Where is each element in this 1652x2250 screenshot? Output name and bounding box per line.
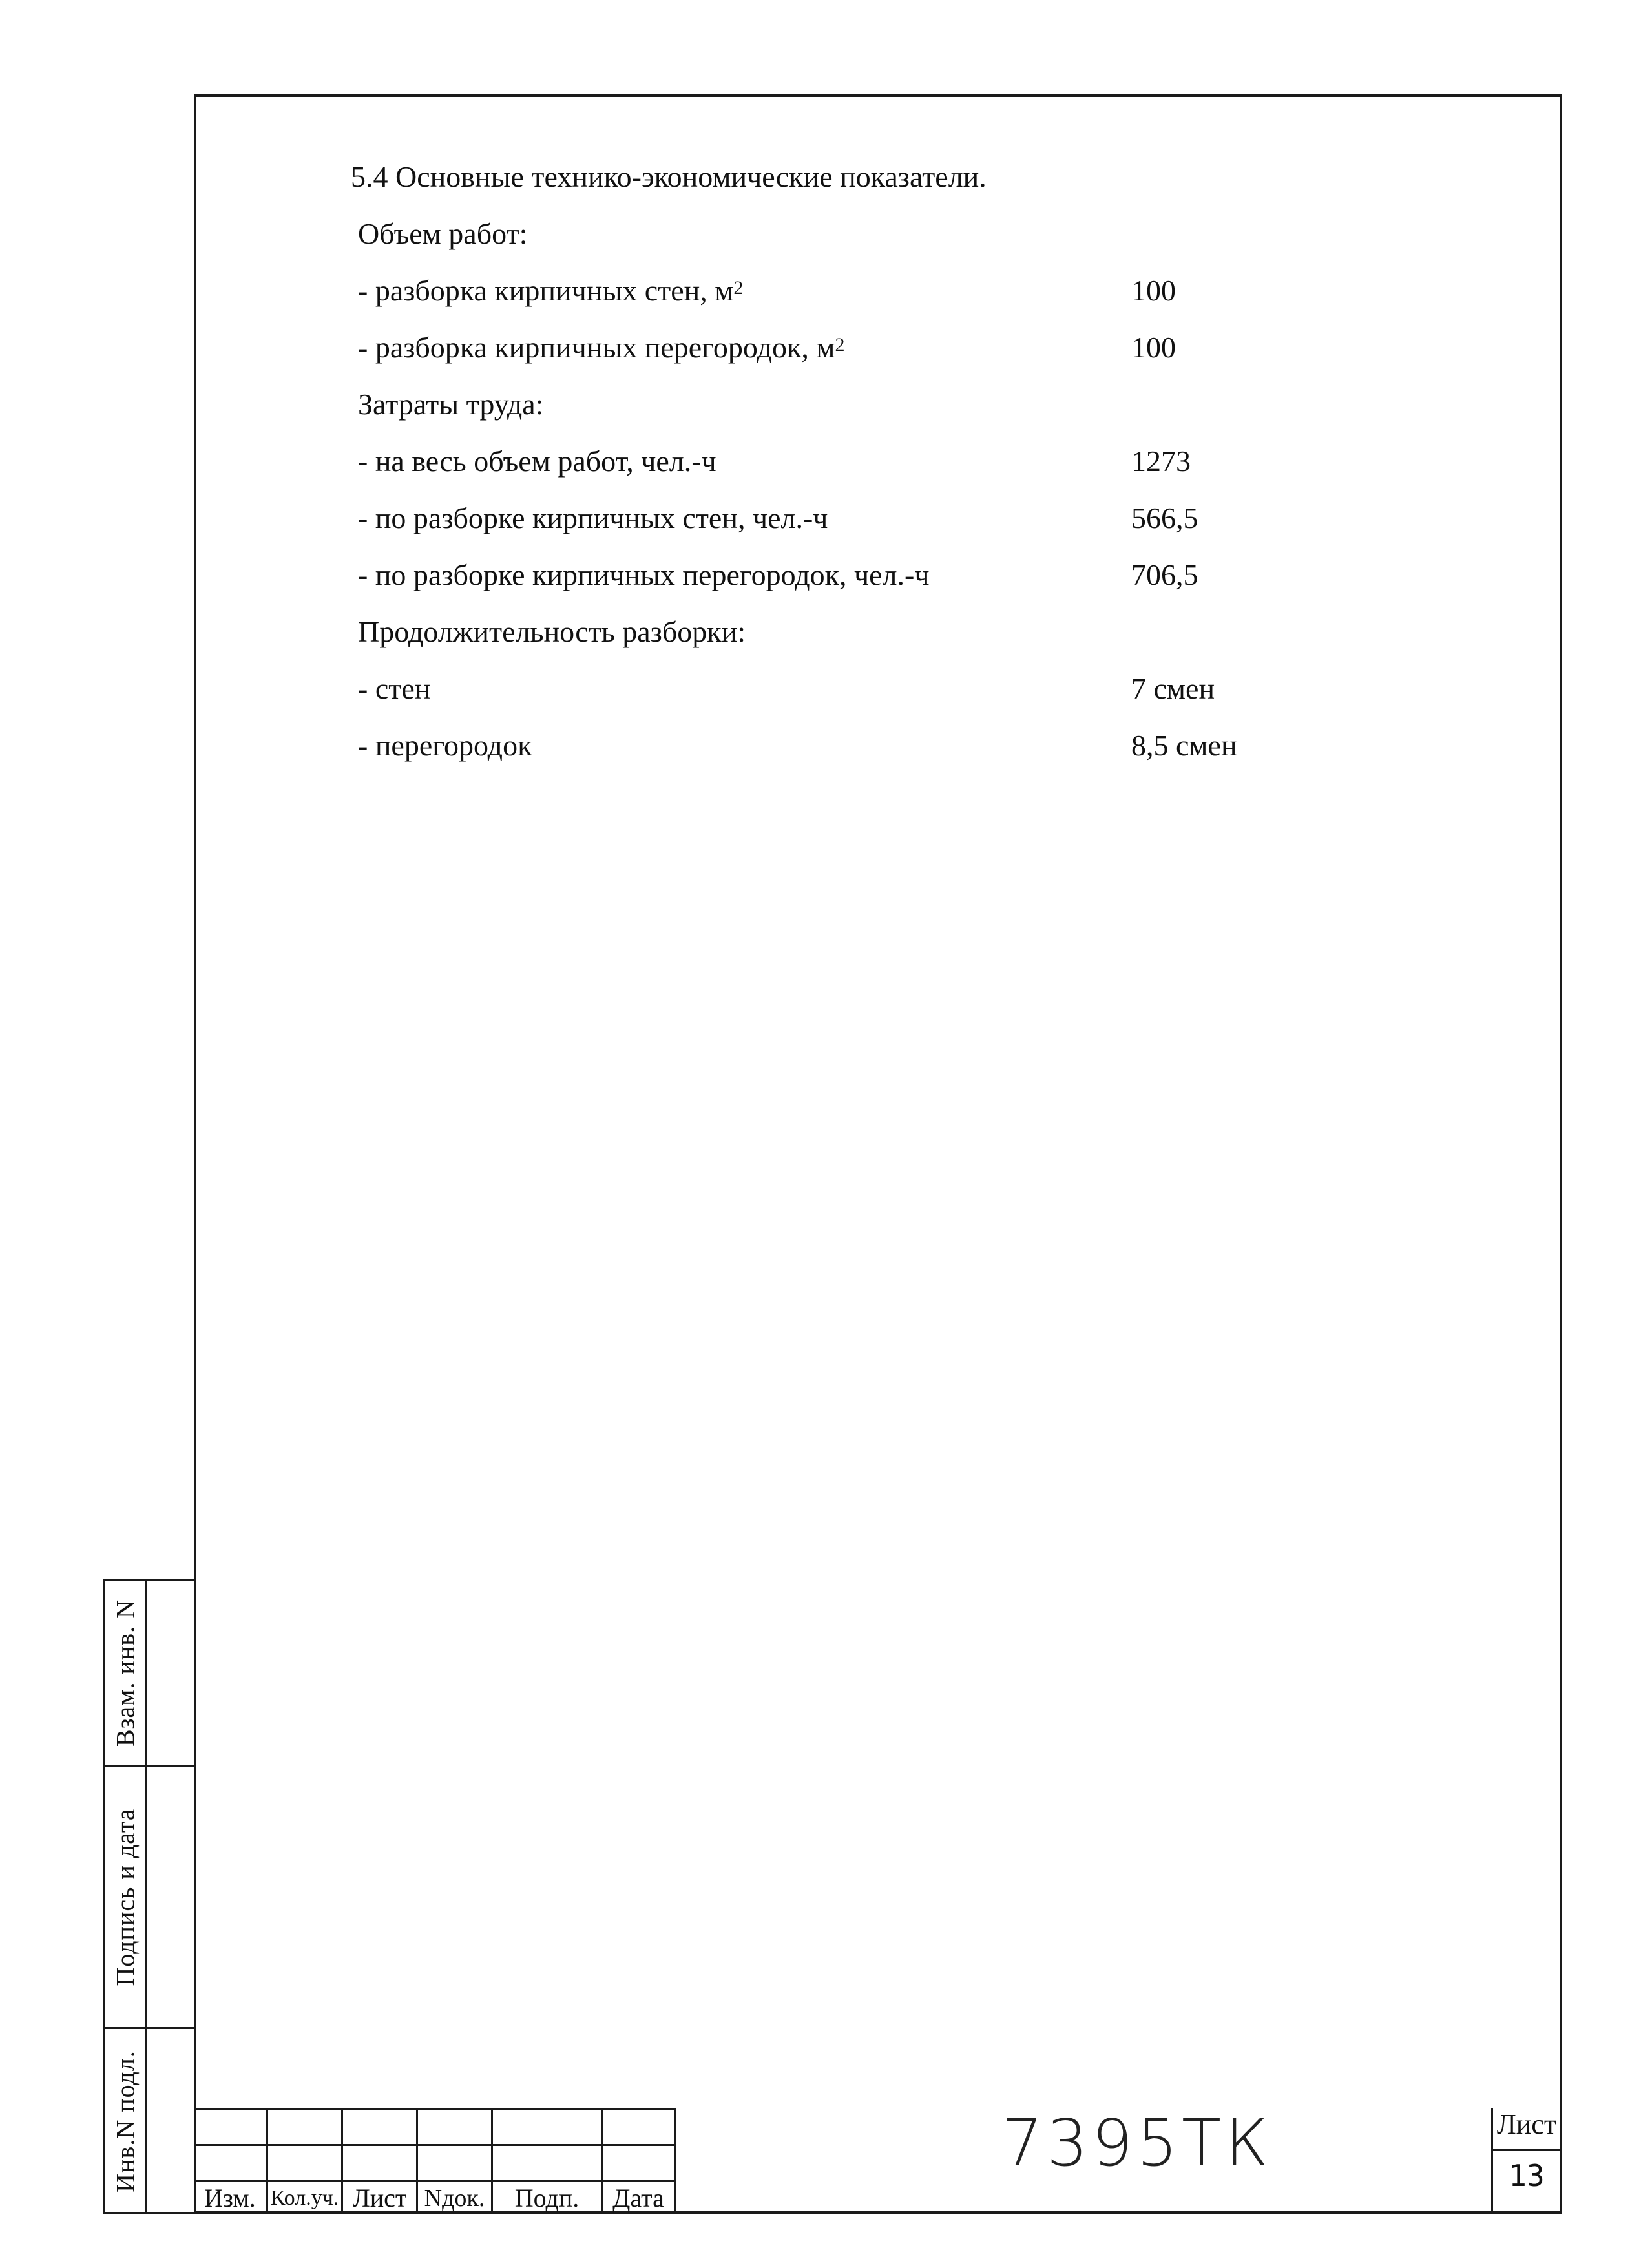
duration-value-partitions: 8,5 смен	[1131, 729, 1237, 762]
volume-item-partitions: - разборка кирпичных перегородок, $м^2$	[358, 331, 845, 364]
labor-value-walls: 566,5	[1131, 501, 1198, 534]
title-block-line	[1491, 2149, 1562, 2151]
duration-heading: Продолжительность разборки:	[358, 615, 746, 648]
header-sheet: Лист	[352, 2183, 407, 2213]
header-count: Кол.уч.	[270, 2186, 339, 2210]
side-label-signature: Подпись и дата	[110, 1808, 140, 1986]
sheet-number: 13	[1509, 2158, 1545, 2193]
volume-value-partitions: 100	[1131, 331, 1176, 364]
side-cell-original	[105, 2029, 194, 2214]
volume-item-walls: - разборка кирпичных стен, $м^2$	[358, 274, 744, 307]
side-cell-replacement	[105, 1581, 194, 1767]
title-block-line	[674, 2108, 676, 2214]
header-doc-no: Nдок.	[424, 2185, 485, 2212]
side-label-original: Инв.N подл.	[110, 2050, 140, 2192]
labor-item-walls: - по разборке кирпичных стен, чел.-ч	[358, 501, 828, 534]
header-signature: Подп.	[514, 2183, 580, 2213]
volume-value-walls: 100	[1131, 274, 1176, 307]
labor-heading: Затраты труда:	[358, 388, 544, 421]
labor-value-partitions: 706,5	[1131, 558, 1198, 591]
sheet-label: Лист	[1496, 2108, 1557, 2140]
volume-heading: Объем работ:	[358, 217, 528, 250]
duration-item-partitions: - перегородок	[358, 729, 532, 762]
labor-item-partitions: - по разборке кирпичных перегородок, чел.-ч	[358, 558, 930, 591]
duration-value-walls: 7 смен	[1131, 672, 1215, 705]
header-change: Изм.	[204, 2183, 256, 2213]
document-number: 7395ТК	[1001, 2105, 1273, 2181]
duration-item-walls: - стен	[358, 672, 431, 705]
side-cell-signature	[105, 1767, 194, 2029]
header-date: Дата	[612, 2183, 664, 2213]
side-strip	[103, 1579, 194, 2214]
section-title: 5.4 Основные технико-экономические показатели.	[351, 160, 987, 193]
side-label-replacement: Взам. инв. N	[110, 1599, 140, 1747]
labor-value-total: 1273	[1131, 445, 1191, 478]
labor-item-total: - на весь объем работ, чел.-ч	[358, 445, 716, 478]
